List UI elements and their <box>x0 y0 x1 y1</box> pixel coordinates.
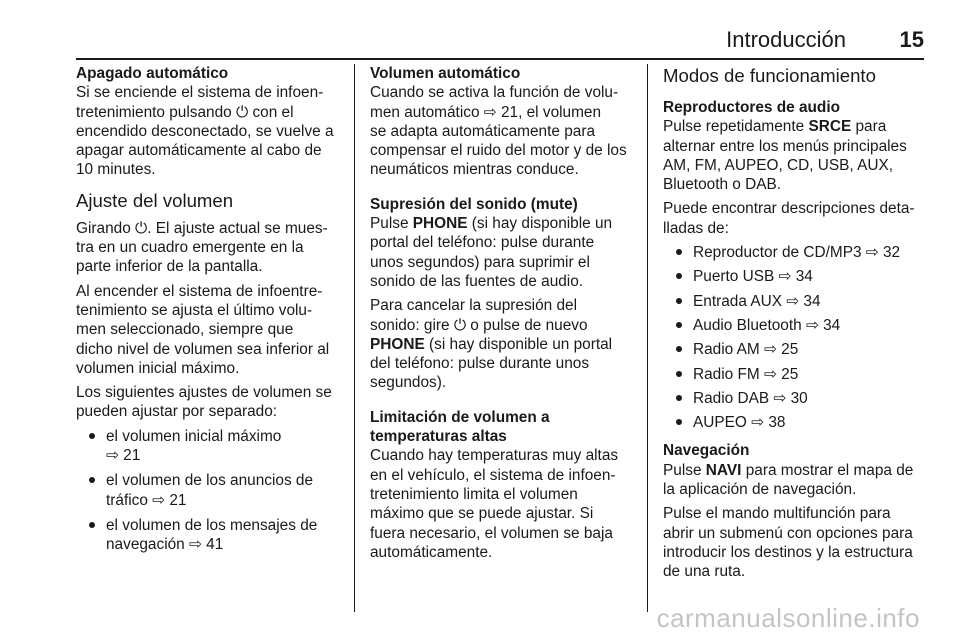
list-item: Radio FM ⇨ 25 <box>663 365 927 384</box>
list-item: Puerto USB ⇨ 34 <box>663 267 927 286</box>
column-divider-1 <box>354 64 355 612</box>
column-divider-2 <box>647 64 648 612</box>
text-run: (si hay disponible un portal del teléfono: pulse durante unos segundos) para suprimir el sonido de las fuentes de audio. <box>370 215 613 290</box>
text-ajuste-volumen-3: Los siguientes ajustes de volumen se pueden ajustar por separado: <box>76 384 332 421</box>
text-run: Para cancelar la supresión del sonido: gire ⏻ o pulse de nuevo <box>370 297 588 334</box>
text-reproductores-audio-2: Puede encontrar descripciones deta- lladas de: <box>663 200 915 237</box>
heading-apagado-automatico: Apagado automático <box>76 65 229 82</box>
heading-navegacion: Navegación <box>663 442 750 460</box>
column-2 <box>370 64 638 567</box>
navi-key-label: NAVI <box>705 461 742 479</box>
list-item: el volumen inicial máximo ⇨ 21 <box>76 427 344 466</box>
list-item: AUPEO ⇨ 38 <box>663 413 927 432</box>
text-run: para mostrar el mapa de la aplicación de navegación. <box>663 461 914 499</box>
list-item: el volumen de los anuncios de tráfico ⇨ 21 <box>76 471 344 510</box>
list-item: Entrada AUX ⇨ 34 <box>663 292 927 311</box>
page-header <box>0 26 960 58</box>
heading-volumen-automatico: Volumen automático <box>370 65 521 82</box>
text-navegacion-2: Pulse el mando multifunción para abrir un submenú con opciones para introducir los destinos y la estructura de una ruta. <box>663 505 913 581</box>
text-run: para alternar entre los menús principales AM, FM, AUPEO, CD, USB, AUX, Bluetooth o DAB. <box>663 118 907 194</box>
list-item: Radio AM ⇨ 25 <box>663 340 927 359</box>
text-supresion-sonido-1 <box>370 214 638 291</box>
volume-settings-list <box>76 427 344 555</box>
phone-key-label: PHONE <box>370 335 425 353</box>
list-item: el volumen de los mensajes de navegación ⇨ 41 <box>76 516 344 555</box>
text-ajuste-volumen-2: Al encender el sistema de infoentre- tenimiento se ajusta el último volu- men seleccionado, siempre que dicho nivel de volumen sea inferior al volumen inicial máximo. <box>76 282 330 377</box>
heading-modos-funcionamiento: Modos de funcionamiento <box>663 65 876 86</box>
page-number: 15 <box>899 27 924 52</box>
text-run: Pulse <box>370 215 413 233</box>
text-navegacion-1 <box>663 461 927 500</box>
text-run: (si hay disponible un portal del teléfono: pulse durante unos segundos). <box>370 335 613 392</box>
list-item: Radio DAB ⇨ 30 <box>663 389 927 408</box>
text-volumen-automatico: Cuando se activa la función de volu- men automático ⇨ 21, el volumen se adapta automáticamente para compensar el ruido del motor y de los neumáticos mientras conduce. <box>370 84 627 179</box>
phone-key-label: PHONE <box>412 215 468 233</box>
column-3 <box>663 64 927 587</box>
text-ajuste-volumen-1: Girando ⏻. El ajuste actual se mues- tra en un cuadro emergente en la parte inferior de la pantalla. <box>76 219 328 276</box>
text-run: Pulse <box>663 461 706 479</box>
heading-ajuste-volumen: Ajuste del volumen <box>76 189 234 211</box>
text-supresion-sonido-2 <box>370 296 638 392</box>
column-1 <box>76 64 344 561</box>
heading-limitacion-volumen: Limitación de volumen a temperaturas altas <box>370 408 550 446</box>
list-item: Reproductor de CD/MP3 ⇨ 32 <box>663 243 927 262</box>
srce-key-label: SRCE <box>808 118 852 136</box>
list-item: Audio Bluetooth ⇨ 34 <box>663 316 927 335</box>
audio-sources-list <box>663 243 927 432</box>
heading-supresion-sonido: Supresión del sonido (mute) <box>370 195 578 213</box>
text-reproductores-audio-1 <box>663 117 927 194</box>
chapter-title: Introducción <box>726 27 846 52</box>
heading-reproductores-audio: Reproductores de audio <box>663 99 841 116</box>
watermark: carmanualsonline.info <box>656 603 920 633</box>
text-apagado-automatico: Si se enciende el sistema de infoen- tretenimiento pulsando ⏻ con el encendido desconectado, se vuelve a apagar automáticamente al cabo de 10 minutes. <box>76 84 334 179</box>
text-run: Pulse repetidamente <box>663 118 809 136</box>
header-rule <box>76 58 924 60</box>
text-limitacion-volumen: Cuando hay temperaturas muy altas en el vehículo, el sistema de infoen- tretenimiento limita el volumen máximo que se puede ajustar. Si fuera necesario, el volumen se baja automáticamente. <box>370 447 619 561</box>
